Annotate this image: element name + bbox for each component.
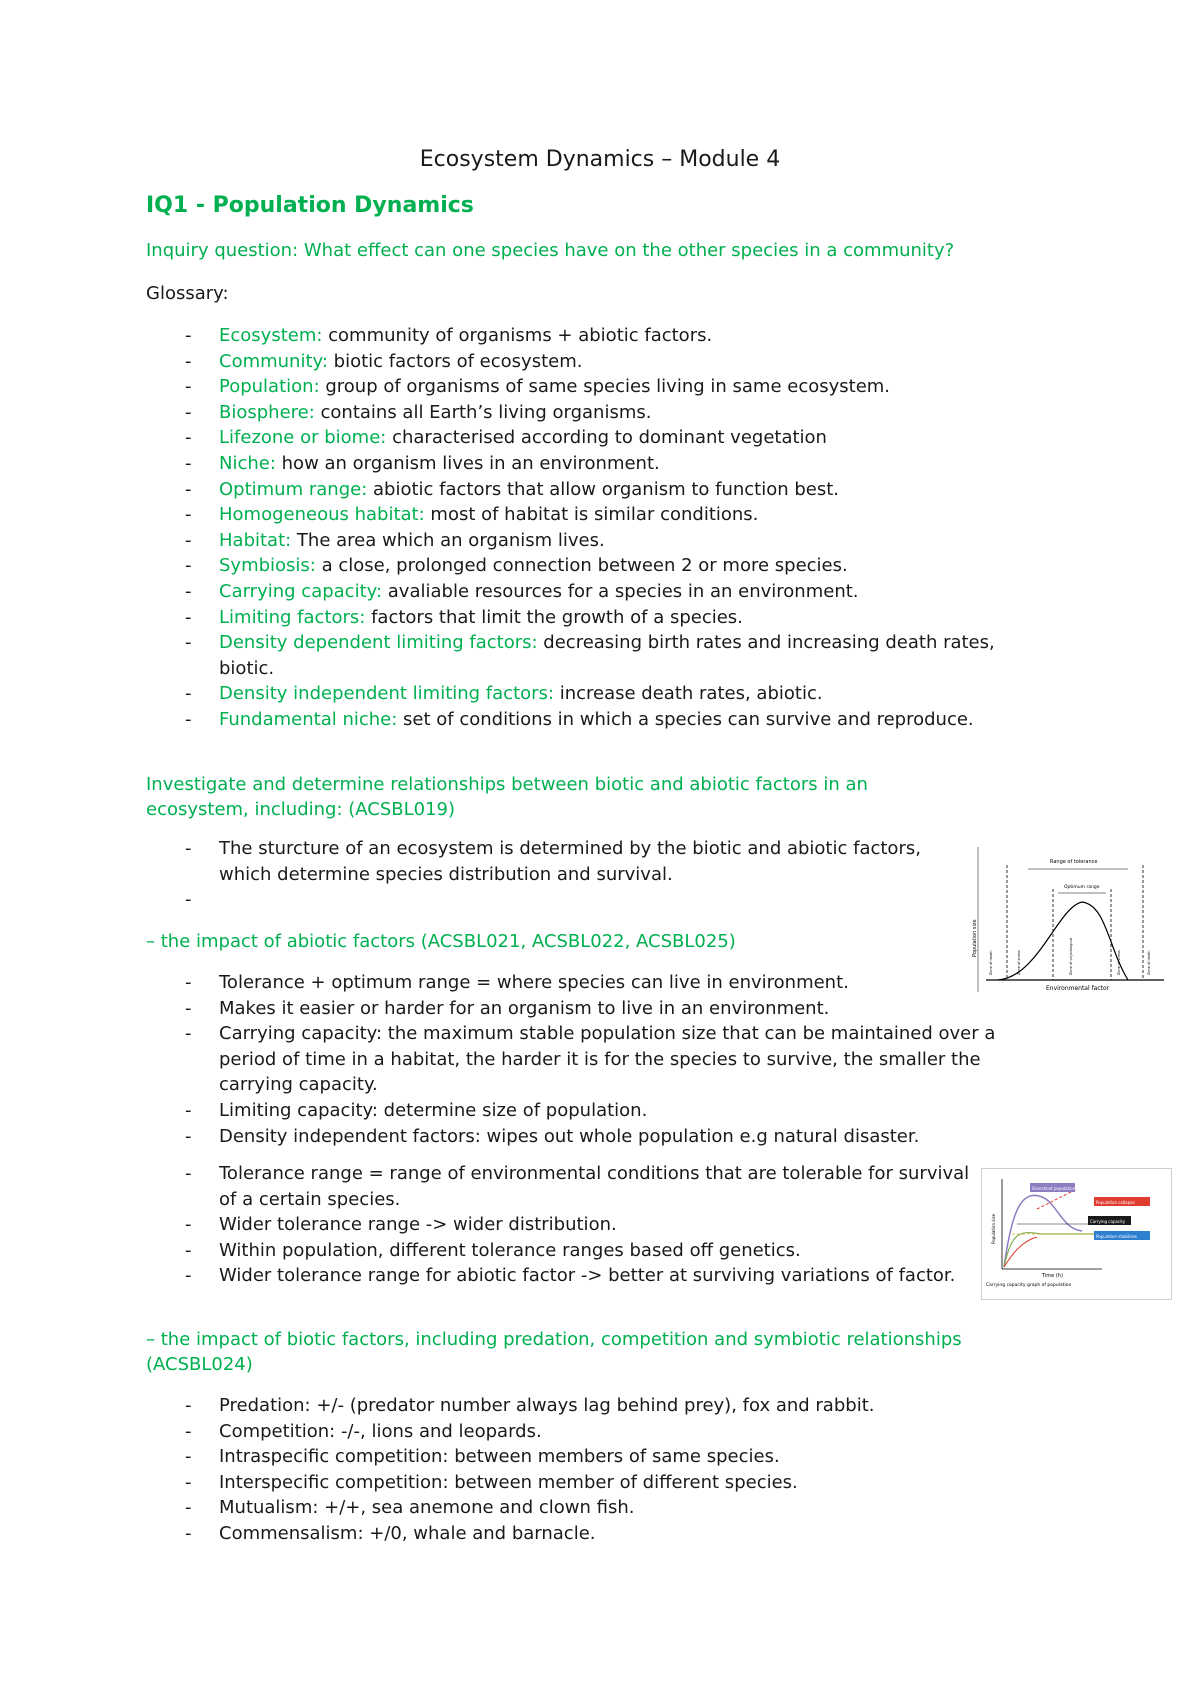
glossary-term: Lifezone or biome: (219, 427, 387, 449)
glossary-term: Symbiosis: (219, 555, 316, 577)
figure2-xlabel: Time (h) (1042, 1273, 1063, 1279)
glossary-term: Population: (219, 376, 320, 398)
glossary-definition: The area which an organism lives. (291, 529, 605, 551)
biotic-item: - Predation: +/- (predator number always lag behind prey), fox and rabbit. (146, 1393, 1056, 1419)
abiotic-item: - Tolerance range = range of environmental conditions that are tolerable for survival of a certain species. (146, 1161, 976, 1212)
figure1-xlabel: Environmental factor (1046, 985, 1110, 992)
figure1-inner-label: Optimum range (1064, 885, 1100, 890)
glossary-term: Optimum range: (219, 478, 368, 500)
legend-label: Population collapse (1096, 1200, 1135, 1205)
document-title: Ecosystem Dynamics – Module 4 (419, 147, 781, 172)
biotic-item: - Intraspecific competition: between members of same species. (146, 1444, 1056, 1470)
glossary-definition: biotic factors of ecosystem. (327, 350, 583, 372)
biotic-item: - Interspecific competition: between member of different species. (146, 1470, 1056, 1496)
figure1-zone-label: Zone of stress (1017, 950, 1021, 975)
glossary-definition: increase death rates, abiotic. (554, 683, 823, 705)
investigate-item: - The sturcture of an ecosystem is determined by the biotic and abiotic factors, which determine species distribution and survival. (146, 836, 976, 887)
glossary-item (146, 477, 1046, 503)
glossary-definition: group of organisms of same species living in same ecosystem. (319, 376, 891, 398)
glossary-term: Community: (219, 350, 328, 372)
figure2-caption: Carrying capacity graph of population (986, 1283, 1072, 1288)
abiotic-item: - Carrying capacity: the maximum stable population size that can be maintained over a period of time in a habitat, the harder it is for the species to survive, the smaller the carrying capacity. (146, 1021, 1056, 1098)
glossary-term: Homogeneous habitat: (219, 504, 425, 526)
glossary-item (146, 349, 1046, 375)
glossary-term: Habitat: (219, 529, 292, 551)
glossary-item (146, 323, 1046, 349)
abiotic-item: - Tolerance + optimum range = where species can live in environment. (146, 970, 1056, 996)
growth-curve (1004, 1237, 1037, 1267)
glossary-item (146, 681, 1046, 707)
biotic-heading: – the impact of biotic factors, including predation, competition and symbiotic relationships (ACSBL024) (146, 1329, 962, 1375)
glossary-item (146, 553, 1046, 579)
figure1-ylabel: Population size (972, 919, 978, 957)
abiotic-list (146, 970, 1056, 1149)
glossary-definition: most of habitat is similar conditions. (424, 504, 759, 526)
biotic-item: - Competition: -/-, lions and leopards. (146, 1419, 1056, 1445)
glossary-term: Niche: (219, 452, 276, 474)
glossary-definition: abiotic factors that allow organism to function best. (367, 478, 840, 500)
figure1-zone-label: Zone of stress (1117, 950, 1121, 975)
glossary-definition: characterised according to dominant vegetation (386, 427, 827, 449)
glossary-term: Limiting factors: (219, 606, 366, 628)
biotic-item: - Commensalism: +/0, whale and barnacle. (146, 1521, 1056, 1547)
glossary-item (146, 425, 1046, 451)
glossary-term: Ecosystem: (219, 325, 323, 346)
abiotic-item: - Density independent factors: wipes out whole population e.g natural disaster. (146, 1124, 1056, 1150)
glossary-item (146, 502, 1046, 528)
glossary-item (146, 707, 1046, 733)
legend-label: Population stabilises (1096, 1234, 1137, 1239)
glossary-item (146, 605, 1046, 631)
investigate-heading: Investigate and determine relationships between biotic and abiotic factors in an ecosystem, including: (ACSBL019) (146, 774, 868, 820)
abiotic-item: - Within population, different tolerance ranges based off genetics. (146, 1238, 976, 1264)
glossary-term: Carrying capacity: (219, 580, 383, 602)
glossary-definition: set of conditions in which a species can survive and reproduce. (397, 708, 974, 730)
section-heading: IQ1 - Population Dynamics (146, 193, 474, 218)
glossary-definition: how an organism lives in an environment. (275, 452, 660, 474)
carrying-capacity-figure (981, 1168, 1172, 1300)
glossary-item (146, 374, 1046, 400)
biotic-list (146, 1393, 1056, 1547)
glossary-item (146, 400, 1046, 426)
glossary-term: Density dependent limiting factors: (219, 632, 538, 654)
glossary-label: Glossary: (146, 283, 229, 304)
figure2-ylabel: Population size (991, 1213, 996, 1244)
legend-label: Overshoot population (1032, 1186, 1076, 1191)
figure1-top-label: Range of tolerance (1050, 859, 1098, 865)
biotic-item: - Mutualism: +/+, sea anemone and clown fish. (146, 1495, 1056, 1521)
abiotic-heading: – the impact of abiotic factors (ACSBL021, ACSBL022, ACSBL025) (146, 931, 736, 952)
investigate-item (146, 887, 976, 913)
glossary-list (146, 323, 1046, 733)
glossary-definition: decreasing birth rates and increasing death rates, biotic. (219, 632, 995, 679)
glossary-definition: factors that limit the growth of a species. (365, 606, 743, 628)
glossary-item (146, 630, 1046, 681)
abiotic-item: - Limiting capacity: determine size of population. (146, 1098, 1056, 1124)
glossary-term: Fundamental niche: (219, 708, 398, 730)
figure1-zone-label: Zone of death (1147, 950, 1151, 975)
glossary-term: Density independent limiting factors: (219, 683, 554, 705)
inquiry-question: Inquiry question: What effect can one species have on the other species in a community? (146, 240, 955, 261)
abiotic-item: - Makes it easier or harder for an organism to live in an environment. (146, 996, 1056, 1022)
legend-label: Carrying capacity (1090, 1219, 1126, 1224)
abiotic-item: - Wider tolerance range -> wider distribution. (146, 1212, 976, 1238)
figure1-zone-label: Zone of physiological (1069, 937, 1073, 975)
tolerance-range-figure (968, 847, 1168, 997)
stable-curve (1004, 1233, 1097, 1267)
figure1-zone-label: Zone of death (989, 950, 993, 975)
glossary-item (146, 528, 1046, 554)
investigate-list (146, 836, 976, 913)
glossary-item (146, 451, 1046, 477)
glossary-definition: a close, prolonged connection between 2 or more species. (315, 555, 848, 577)
glossary-definition: contains all Earth’s living organisms. (314, 401, 652, 423)
glossary-term: Biosphere: (219, 401, 315, 423)
glossary-definition: community of organisms + abiotic factors. (322, 325, 713, 346)
abiotic-item: - Wider tolerance range for abiotic factor -> better at surviving variations of factor. (146, 1263, 976, 1289)
abiotic-list-continued (146, 1161, 976, 1289)
glossary-item (146, 579, 1046, 605)
glossary-definition: avaliable resources for a species in an environment. (382, 580, 859, 602)
